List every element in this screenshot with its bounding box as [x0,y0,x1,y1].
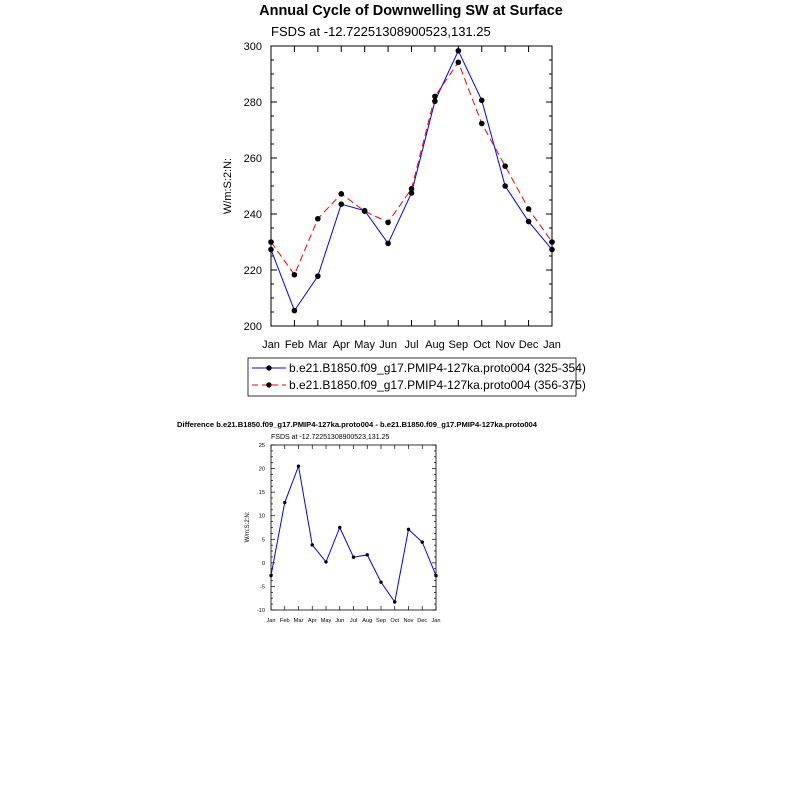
y-tick-label: 20 [258,466,265,473]
y-tick-label: 200 [243,320,262,333]
legend-marker-series-2 [266,382,271,387]
series-line-2 [271,62,552,275]
x-tick-label: Mar [293,618,304,624]
y-tick-label: 260 [243,152,262,165]
x-tick-label: Jul [349,618,358,624]
series-line-1 [271,51,552,311]
series-group [269,465,437,604]
y-tick-label: 0 [261,560,265,567]
axes [244,41,561,351]
data-point-series-2 [362,208,368,214]
data-point-series-2 [385,220,391,226]
x-tick-label: Jun [335,618,345,624]
x-tick-label: Dec [518,339,539,351]
x-tick-label: Oct [390,618,400,624]
x-tick-label: Jan [431,618,441,624]
annual-cycle-chart [222,3,586,396]
plot-frame [271,445,436,610]
difference-chart [177,420,538,624]
x-tick-label: Jun [379,339,397,351]
data-point-series-1 [292,308,298,314]
data-point-series-1 [526,219,532,225]
x-tick-label: Feb [284,339,304,351]
chart-subtitle: FSDS at -12.72251308900523,131.25 [271,24,491,39]
x-tick-label: Feb [279,618,290,624]
data-point-series-1 [479,98,485,104]
data-point-series-1 [379,580,382,583]
data-point-series-1 [456,48,462,54]
x-tick-label: Jan [266,618,276,624]
data-point-series-2 [315,216,321,222]
y-tick-label: 280 [243,96,262,109]
x-tick-label: Apr [307,618,317,624]
data-point-series-1 [407,528,410,531]
data-point-series-1 [366,553,369,556]
data-point-series-1 [315,273,321,279]
y-axis-label: W/m:S:2:N: [222,157,234,215]
x-tick-label: Dec [417,618,428,624]
data-point-series-1 [352,556,355,559]
series-line-1 [271,466,436,602]
y-tick-label: 5 [261,537,265,544]
data-point-series-2 [268,239,274,245]
x-tick-label: Nov [403,618,414,624]
x-tick-label: Oct [473,339,491,351]
x-tick-label: Apr [332,339,350,351]
data-point-series-2 [502,163,508,169]
data-point-series-1 [338,526,341,529]
data-point-series-1 [502,183,508,189]
legend-marker-series-1 [266,365,271,370]
chart-title: Difference b.e21.B1850.f09_g17.PMIP4-127ka.proto004 - b.e21.B1850.f09_g17.PMIP4-127ka.proto004 [176,420,538,429]
data-point-series-2 [549,239,555,245]
x-tick-label: May [354,339,376,351]
x-tick-label: Jan [543,339,561,351]
data-point-series-2 [409,186,415,192]
data-point-series-1 [311,543,314,546]
legend-label-series-2: b.e21.B1850.f09_g17.PMIP4-127ka.proto004 (356-375) [289,378,586,392]
y-tick-label: -5 [260,584,265,591]
legend [248,358,586,396]
data-point-series-2 [456,59,462,65]
data-point-series-1 [338,201,344,207]
data-point-series-1 [269,574,272,577]
x-tick-label: Jan [262,339,280,351]
chart-subtitle: FSDS at -12.72251308900523,131.25 [271,434,390,441]
plot-frame [271,46,552,326]
y-tick-label: 220 [243,264,262,277]
data-point-series-1 [549,247,555,253]
x-tick-label: Sep [376,618,386,624]
data-point-series-1 [434,574,437,577]
data-point-series-2 [479,121,485,127]
data-point-series-1 [385,241,391,247]
y-tick-label: 25 [258,443,265,450]
x-tick-label: May [320,618,332,624]
x-tick-label: Aug [362,618,373,624]
data-point-series-1 [283,501,286,504]
data-point-series-1 [268,247,274,253]
x-tick-label: Mar [308,339,328,351]
data-point-series-2 [526,206,532,212]
y-tick-label: 10 [258,513,265,520]
y-tick-label: 240 [243,208,262,221]
data-point-series-2 [338,191,344,197]
y-tick-label: 300 [243,40,262,53]
x-tick-label: Sep [448,339,469,351]
y-axis-label: W/m:S:2:N: [245,511,251,543]
chart-title: Annual Cycle of Downwelling SW at Surface [259,3,563,19]
legend-label-series-1: b.e21.B1850.f09_g17.PMIP4-127ka.proto004 (325-354) [289,361,586,375]
y-tick-label: -10 [256,608,265,615]
x-tick-label: Nov [495,339,515,351]
data-point-series-1 [324,560,327,563]
data-point-series-2 [292,272,298,278]
y-tick-label: 15 [258,490,265,497]
x-tick-label: Jul [404,339,419,351]
data-point-series-1 [421,540,424,543]
x-tick-label: Aug [425,339,445,351]
data-point-series-2 [432,94,438,100]
data-point-series-1 [393,600,396,603]
data-point-series-1 [297,465,300,468]
series-group [268,48,555,313]
